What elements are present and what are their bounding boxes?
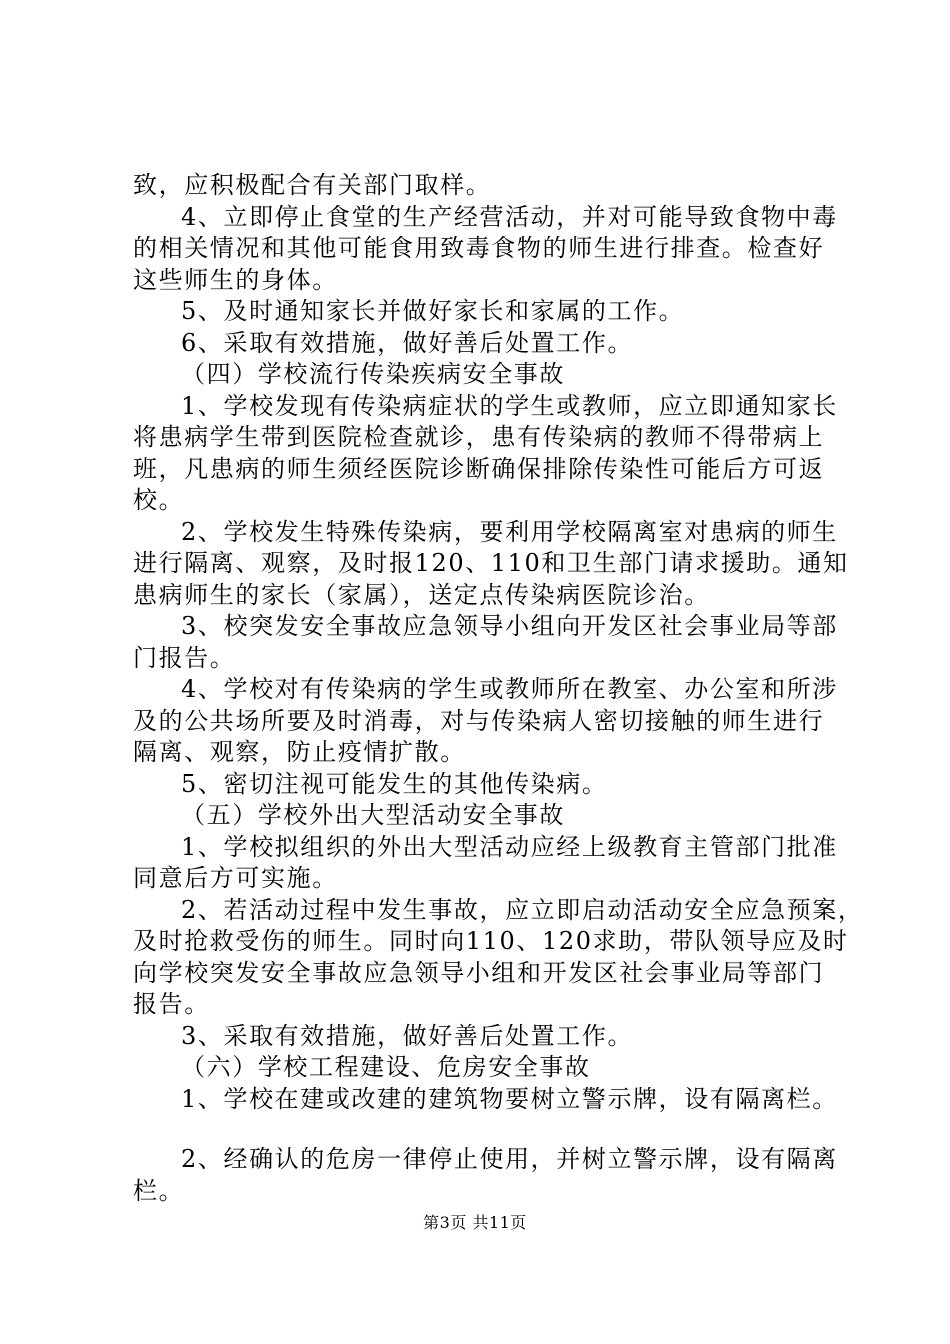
paragraph-line: 及的公共场所要及时消毒，对与传染病人密切接触的师生进行	[133, 706, 825, 735]
document-body	[133, 170, 864, 1207]
section-heading: （六）学校工程建设、危房安全事故	[181, 1053, 591, 1081]
paragraph-line: 1、学校拟组织的外出大型活动应经上级教育主管部门批准	[181, 832, 838, 861]
paragraph-line: 及时抢救受伤的师生。同时向110、120求助，带队领导应及时	[133, 927, 849, 955]
paragraph-line: 5、密切注视可能发生的其他传染病。	[181, 769, 608, 798]
paragraph-line: 患病师生的家长（家属），送定点传染病医院诊治。	[133, 580, 710, 609]
paragraph-line: 1、学校在建或改建的建筑物要树立警示牌，设有隔离栏。	[181, 1084, 838, 1113]
paragraph-line: 这些师生的身体。	[133, 265, 338, 294]
paragraph-line: 4、立即停止食堂的生产经营活动，并对可能导致食物中毒	[181, 202, 838, 231]
paragraph-line: 班，凡患病的师生须经医院诊断确保排除传染性可能后方可返	[133, 454, 825, 483]
paragraph-line: 2、经确认的危房一律停止使用，并树立警示牌，设有隔离	[181, 1145, 838, 1173]
section-heading: （五）学校外出大型活动安全事故	[181, 801, 565, 829]
paragraph-line: 3、校突发安全事故应急领导小组向开发区社会事业局等部	[181, 612, 838, 640]
paragraph-line: 门报告。	[133, 643, 236, 672]
paragraph-line: 6、采取有效措施，做好善后处置工作。	[181, 328, 634, 357]
paragraph-line: 进行隔离、观察，及时报120、110和卫生部门请求援助。通知	[133, 549, 849, 577]
paragraph-line: 隔离、观察，防止疫情扩散。	[133, 738, 466, 766]
paragraph-line: 校。	[133, 486, 185, 514]
paragraph-line: 4、学校对有传染病的学生或教师所在教室、办公室和所涉	[181, 675, 838, 703]
section-heading: （四）学校流行传染疾病安全事故	[181, 360, 565, 388]
paragraph-line: 5、及时通知家长并做好家长和家属的工作。	[181, 297, 685, 325]
paragraph-line: 的相关情况和其他可能食用致毒食物的师生进行排查。检查好	[133, 234, 825, 262]
paragraph-line: 报告。	[133, 990, 210, 1018]
paragraph-spacer	[133, 1115, 833, 1144]
paragraph-line: 2、学校发生特殊传染病，要利用学校隔离室对患病的师生	[181, 517, 838, 546]
paragraph-line: 3、采取有效措施，做好善后处置工作。	[181, 1021, 634, 1050]
paragraph-line: 致，应积极配合有关部门取样。	[133, 171, 492, 199]
paragraph-line: 将患病学生带到医院检查就诊，患有传染病的教师不得带病上	[133, 423, 825, 451]
paragraph-line: 2、若活动过程中发生事故，应立即启动活动安全应急预案，	[181, 895, 864, 924]
paragraph-line: 向学校突发安全事故应急领导小组和开发区社会事业局等部门	[133, 958, 825, 987]
paragraph-line: 同意后方可实施。	[133, 864, 338, 892]
paragraph-line: 1、学校发现有传染病症状的学生或教师，应立即通知家长	[181, 391, 838, 420]
page-footer: 第3页 共11页	[423, 1213, 527, 1232]
paragraph-line: 栏。	[133, 1176, 185, 1205]
